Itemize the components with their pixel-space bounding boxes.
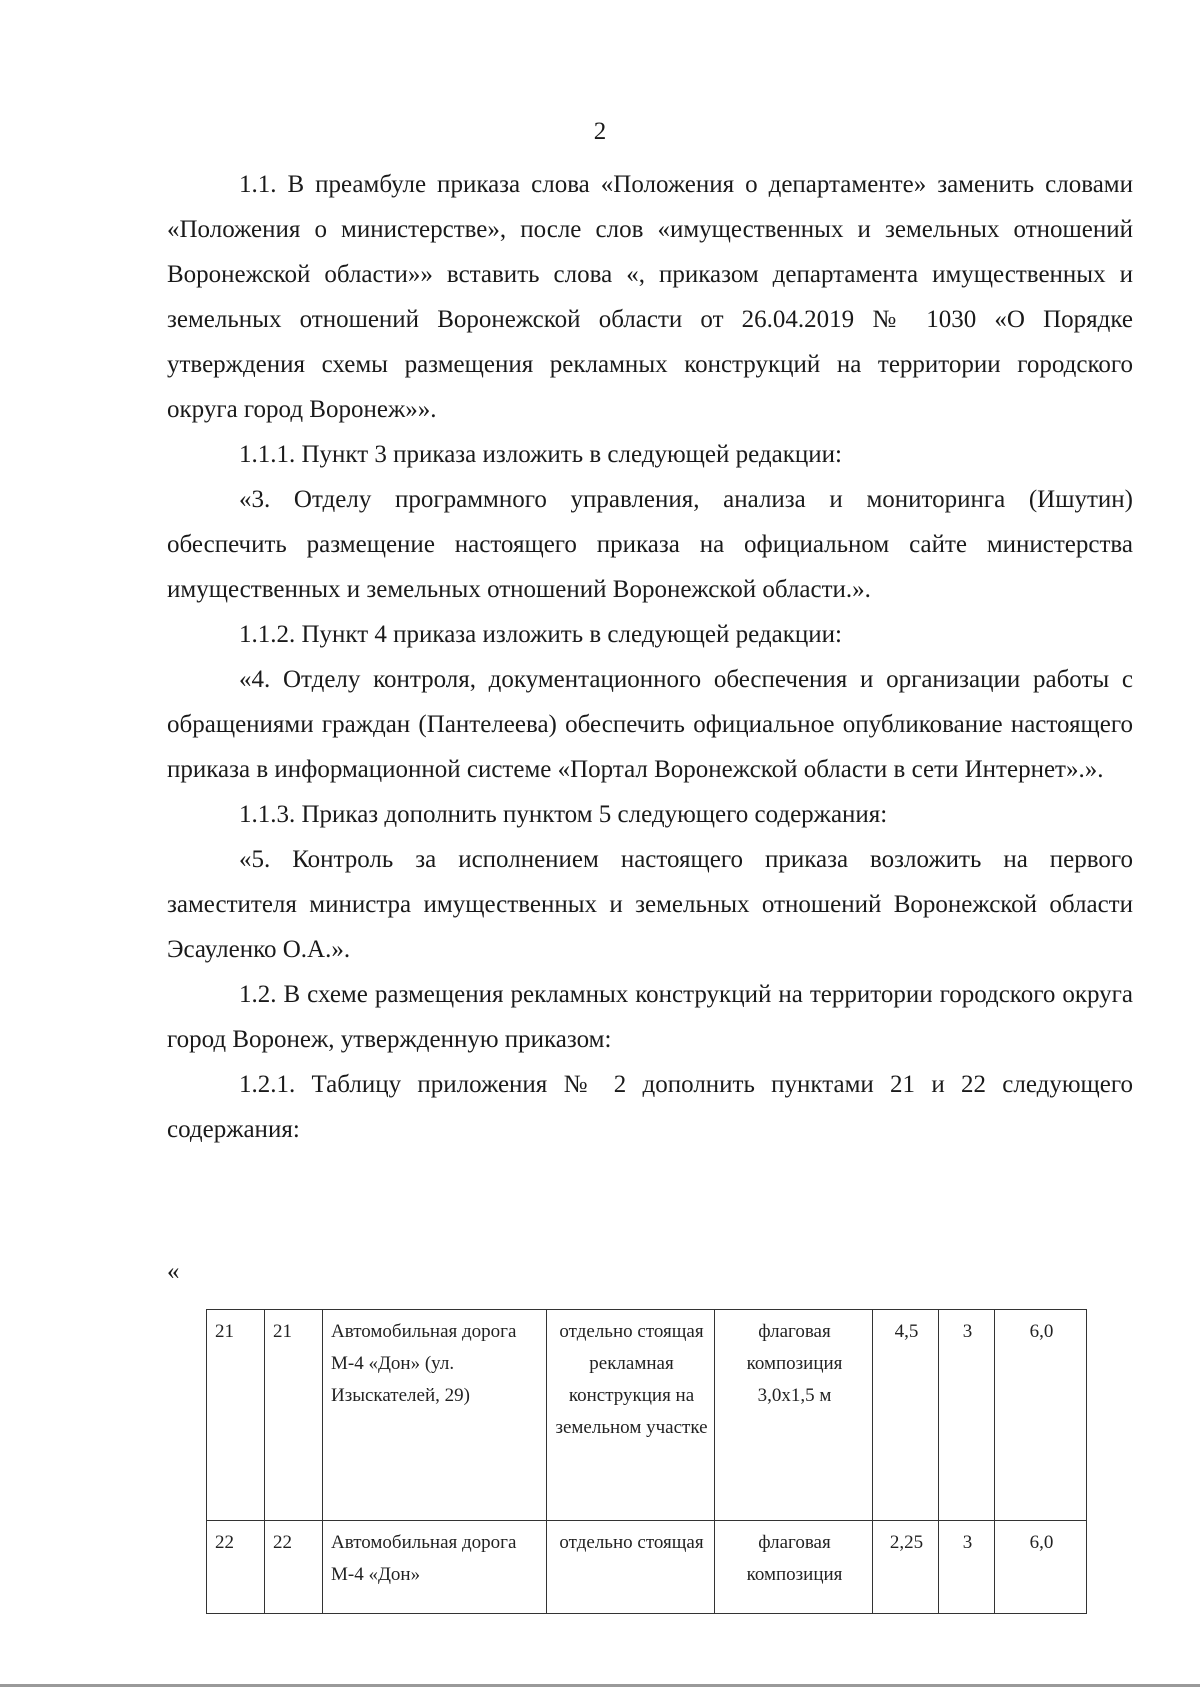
paragraph-1-1-2: 1.1.2. Пункт 4 приказа изложить в следующей редакции: (239, 621, 842, 648)
advertising-structures-table (206, 1309, 1087, 1614)
paragraph-quote-4: «4. Отделу контроля, документационного обеспечения и организации работы с обращениями граждан (Пантелеева) обеспечить официальное опубликование настоящего приказа в информационной системе «Портал Воронежской области в сети Интернет».». (167, 666, 1133, 783)
paragraph-1-2-1: 1.2.1. Таблицу приложения № 2 дополнить пунктами 21 и 22 следующего содержания: (167, 1071, 1133, 1143)
paragraph-1-2: 1.2. В схеме размещения рекламных конструкций на территории городского округа город Воронеж, утвержденную приказом: (167, 981, 1133, 1053)
count-cell: 3 (939, 1310, 995, 1521)
structure-number-cell: 21 (265, 1310, 323, 1521)
paragraph-1-1-1: 1.1.1. Пункт 3 приказа изложить в следующей редакции: (239, 441, 842, 468)
paragraph-1-1-3: 1.1.3. Приказ дополнить пунктом 5 следующего содержания: (239, 801, 888, 828)
row-number-cell: 22 (207, 1521, 265, 1614)
area-cell: 4,5 (873, 1310, 939, 1521)
paragraph-quote-3: «3. Отделу программного управления, анализа и мониторинга (Ишутин) обеспечить размещение настоящего приказа на официальном сайте министерства имущественных и земельных отношений Воронежской области.». (167, 486, 1133, 603)
structure-number-cell: 22 (265, 1521, 323, 1614)
area-cell: 2,25 (873, 1521, 939, 1614)
count-cell: 3 (939, 1521, 995, 1614)
document-body (167, 162, 1133, 1152)
page-bottom-edge (0, 1684, 1200, 1687)
paragraph-quote-5: «5. Контроль за исполнением настоящего приказа возложить на первого заместителя министра имущественных и земельных отношений Воронежской области Эсауленко О.А.». (167, 846, 1133, 963)
opening-quote-mark: « (167, 1258, 180, 1285)
table-row (207, 1310, 1087, 1521)
structure-type-cell: отдельно стоящая (547, 1521, 715, 1614)
structure-kind-cell: флаговая композиция 3,0x1,5 м (715, 1310, 873, 1521)
location-cell: Автомобильная дорога М-4 «Дон» (323, 1521, 547, 1614)
location-cell: Автомобильная дорога М-4 «Дон» (ул. Изыскателей, 29) (323, 1310, 547, 1521)
total-cell: 6,0 (995, 1521, 1087, 1614)
row-number-cell: 21 (207, 1310, 265, 1521)
total-cell: 6,0 (995, 1310, 1087, 1521)
page-number: 2 (593, 118, 607, 145)
structure-type-cell: отдельно стоящая рекламная конструкция на земельном участке (547, 1310, 715, 1521)
structure-kind-cell: флаговая композиция (715, 1521, 873, 1614)
paragraph-1-1: 1.1. В преамбуле приказа слова «Положения о департаменте» заменить словами «Положения о министерстве», после слов «имущественных и земельных отношений Воронежской области»» вставить слова «, приказом департамента имущественных и земельных отношений Воронежской области от 26.04.2019 № 1030 «О Порядке утверждения схемы размещения рекламных конструкций на территории городского округа город Воронеж»». (167, 171, 1133, 423)
table-row (207, 1521, 1087, 1614)
